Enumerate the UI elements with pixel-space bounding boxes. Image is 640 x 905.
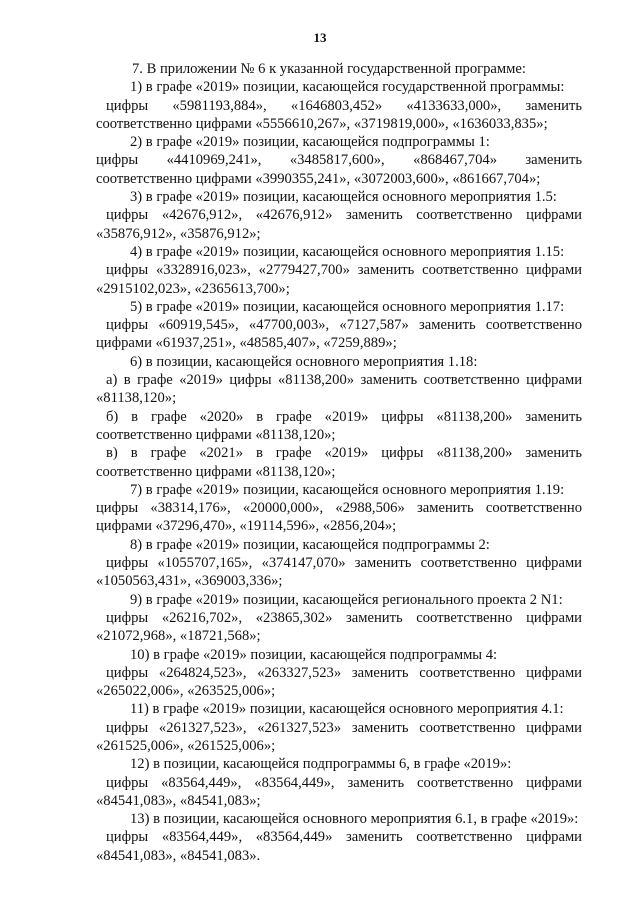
item-9-heading: 9) в графе «2019» позиции, касающейся регионального проекта 2 N1: [130,591,563,608]
item-3-text: цифры «42676,912», «42676,912» заменить соответственно цифрами «35876,912», «35876,912»; [96,207,582,242]
item-3-heading: 3) в графе «2019» позиции, касающейся основного мероприятия 1.5: [130,189,557,206]
item-2-text: цифры «4410969,241», «3485817,600», «868467,704» заменить соответственно цифрами «3990355,241», «3072003,600», «861667,704»; [96,152,582,187]
item-11-text: цифры «261327,523», «261327,523» заменить соответственно цифрами «261525,006», «261525,006»; [96,719,582,754]
item-12-text: цифры «83564,449», «83564,449», заменить соответственно цифрами «84541,083», «84541,083»; [96,774,582,809]
item-1-heading: 1) в графе «2019» позиции, касающейся государственной программы: [130,79,565,96]
item-11-heading: 11) в графе «2019» позиции, касающейся основного мероприятия 4.1: [130,701,564,718]
item-6-heading: 6) в позиции, касающейся основного мероприятия 1.18: [130,353,478,370]
item-7-text: цифры «38314,176», «20000,000», «2988,506» заменить соответственно цифрами «37296,470», «19114,596», «2856,204»; [96,500,582,535]
page-number: 13 [313,30,327,45]
item-6c-text: в) в графе «2021» в графе «2019» цифры «81138,200» заменить соответственно цифрами «81138,120»; [96,445,582,480]
item-13-text: цифры «83564,449», «83564,449» заменить соответственно цифрами «84541,083», «84541,083». [96,829,582,864]
item-4-text: цифры «3328916,023», «2779427,700» заменить соответственно цифрами «2915102,023», «2365613,700»; [96,262,582,297]
item-13-heading: 13) в позиции, касающейся основного мероприятия 6.1, в графе «2019»: [130,811,579,828]
item-5-heading: 5) в графе «2019» позиции, касающейся основного мероприятия 1.17: [130,298,565,315]
section-heading: 7. В приложении № 6 к указанной государственной программе: [132,61,526,77]
item-6b-text: б) в графе «2020» в графе «2019» цифры «81138,200» заменить соответственно цифрами «81138,120»; [96,408,582,443]
item-6a-text: а) в графе «2019» цифры «81138,200» заменить соответственно цифрами «81138,120»; [96,372,582,407]
item-4-heading: 4) в графе «2019» позиции, касающейся основного мероприятия 1.15: [130,243,565,260]
item-9-text: цифры «26216,702», «23865,302» заменить соответственно цифрами «21072,968», «18721,568»; [96,609,582,645]
item-5-text: цифры «60919,545», «47700,003», «7127,587» заменить соответственно цифрами «61937,251», «48585,407», «7259,889»; [96,317,582,352]
item-2-heading: 2) в графе «2019» позиции, касающейся подпрограммы 1: [130,134,490,151]
item-7-heading: 7) в графе «2019» позиции, касающейся основного мероприятия 1.19: [130,481,565,498]
item-10-heading: 10) в графе «2019» позиции, касающейся подпрограммы 4: [130,646,498,663]
item-12-heading: 12) в позиции, касающейся подпрограммы 6, в графе «2019»: [130,756,512,773]
document-body [96,60,582,865]
item-1-text: цифры «5981193,884», «1646803,452» «4133633,000», заменить соответственно цифрами «5556610,267», «3719819,000», «1636033,835»; [96,97,582,132]
item-8-heading: 8) в графе «2019» позиции, касающейся подпрограммы 2: [130,536,490,553]
item-8-text: цифры «1055707,165», «374147,070» заменить соответственно цифрами «1050563,431», «369003,336»; [96,555,582,590]
item-10-text: цифры «264824,523», «263327,523» заменить соответственно цифрами «265022,006», «263525,006»; [96,664,582,700]
